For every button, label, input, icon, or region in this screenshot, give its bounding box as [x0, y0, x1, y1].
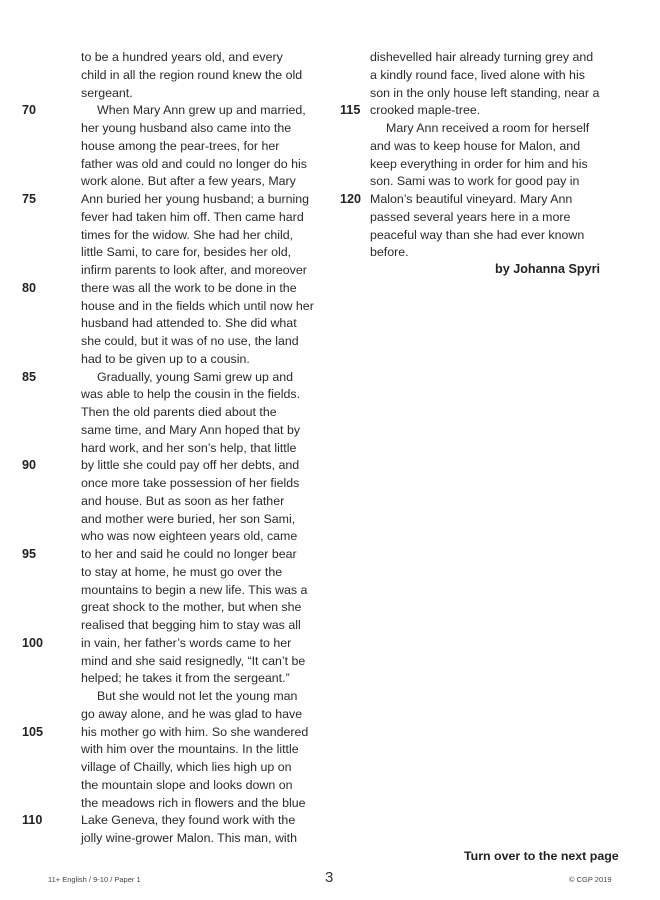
passage-line — [330, 49, 660, 67]
passage-line — [0, 422, 330, 440]
line-text: village of Chailly, which lies high up on — [81, 760, 292, 774]
passage-left-column — [0, 49, 330, 848]
passage-line — [330, 244, 660, 262]
passage-line — [330, 138, 660, 156]
page-number: 3 — [325, 869, 334, 886]
line-text: But she would not let the young man — [97, 689, 298, 703]
passage-line — [0, 670, 330, 688]
line-text: had to be given up to a cousin. — [81, 351, 250, 366]
line-text: mind and she said resignedly, “It can’t be — [81, 653, 306, 668]
passage-line — [0, 209, 330, 227]
line-text: there was all the work to be done in the — [81, 280, 297, 295]
line-number: 105 — [22, 724, 44, 739]
line-text: before. — [370, 245, 409, 260]
line-text: in vain, her father’s words came to her — [81, 635, 292, 650]
passage-line — [330, 120, 660, 138]
line-text: she could, but it was of no use, the land — [81, 334, 299, 348]
passage-line — [0, 830, 330, 848]
line-text: and house. But as soon as her father — [81, 493, 285, 508]
passage-line — [0, 262, 330, 280]
line-text: passed several years here in a more — [370, 209, 571, 224]
line-text: sergeant. — [81, 85, 133, 100]
passage-line — [0, 493, 330, 511]
line-text: Mary Ann received a room for herself — [386, 121, 590, 135]
line-text: a kindly round face, lived alone with his — [370, 67, 585, 82]
passage-line — [330, 173, 660, 191]
footer-paper-label: 11+ English / 9-10 / Paper 1 — [48, 875, 141, 884]
passage-line — [0, 49, 330, 67]
passage-line — [330, 191, 660, 209]
passage-line — [0, 617, 330, 635]
line-number: 110 — [22, 813, 43, 828]
passage-line — [0, 812, 330, 830]
line-text: Malon’s beautiful vineyard. Mary Ann — [370, 192, 573, 206]
passage-line — [0, 138, 330, 156]
passage-line — [0, 475, 330, 493]
turn-over-instruction: Turn over to the next page — [464, 849, 619, 863]
line-text: the meadows rich in flowers and the blue — [81, 795, 306, 810]
line-text: dishevelled hair already turning grey and — [370, 50, 594, 64]
line-number: 115 — [340, 103, 361, 118]
line-text: realised that begging him to stay was all — [81, 618, 301, 632]
line-text: great shock to the mother, but when she — [81, 600, 302, 615]
passage-line — [0, 741, 330, 759]
line-text: and was to keep house for Malon, and — [370, 138, 581, 153]
line-number: 90 — [22, 458, 37, 473]
passage-line — [0, 85, 330, 103]
passage-line — [330, 209, 660, 227]
line-text: infirm parents to look after, and moreover — [81, 263, 307, 277]
passage-line — [0, 120, 330, 138]
line-text: When Mary Ann grew up and married, — [97, 103, 306, 118]
line-text: keep everything in order for him and his — [370, 156, 588, 171]
line-text: same time, and Mary Ann hoped that by — [81, 422, 301, 437]
line-text: times for the widow. She had her child, — [81, 227, 294, 242]
passage-line — [0, 795, 330, 813]
line-text: by little she could pay off her debts, and — [81, 458, 300, 473]
line-text: house and in the fields which until now her — [81, 298, 314, 313]
passage-line — [0, 582, 330, 600]
line-text: house among the pear-trees, for her — [81, 138, 280, 153]
passage-right-column — [330, 49, 660, 262]
author-attribution: by Johanna Spyri — [495, 262, 600, 276]
passage-line — [0, 759, 330, 777]
passage-line — [0, 315, 330, 333]
line-text: the mountain slope and looks down on — [81, 777, 293, 792]
line-text: to her and said he could no longer bear — [81, 547, 297, 561]
line-text: Lake Geneva, they found work with the — [81, 813, 296, 828]
passage-line — [330, 227, 660, 245]
passage-line — [0, 457, 330, 475]
passage-line — [330, 102, 660, 120]
passage-line — [330, 67, 660, 85]
passage-line — [0, 511, 330, 529]
passage-line — [0, 67, 330, 85]
line-text: Ann buried her young husband; a burning — [81, 192, 310, 206]
line-text: son in the only house left standing, near a — [370, 85, 600, 100]
passage-line — [0, 724, 330, 742]
line-text: little Sami, to care for, besides her old, — [81, 245, 292, 260]
passage-line — [0, 564, 330, 582]
line-text: crooked maple-tree. — [370, 103, 481, 118]
passage-line — [0, 635, 330, 653]
line-text: Gradually, young Sami grew up and — [97, 369, 294, 384]
line-number: 95 — [22, 547, 37, 561]
passage-line — [0, 156, 330, 174]
line-number: 120 — [340, 192, 362, 206]
passage-line — [0, 227, 330, 245]
line-text: to stay at home, he must go over the — [81, 564, 283, 579]
passage-line — [330, 156, 660, 174]
line-text: once more take possession of her fields — [81, 476, 300, 490]
line-text: his mother go with him. So she wandered — [81, 724, 309, 739]
line-number: 70 — [22, 103, 37, 118]
line-text: helped; he takes it from the sergeant.” — [81, 671, 290, 686]
line-number: 100 — [22, 635, 44, 650]
line-text: son. Sami was to work for good pay in — [370, 174, 580, 189]
line-text: Then the old parents died about the — [81, 405, 277, 419]
footer-copyright: © CGP 2019 — [569, 875, 612, 884]
passage-line — [0, 369, 330, 387]
passage-line — [0, 280, 330, 298]
line-text: husband had attended to. She did what — [81, 316, 297, 331]
passage-line — [0, 653, 330, 671]
line-text: father was old and could no longer do his — [81, 156, 307, 171]
line-text: go away alone, and he was glad to have — [81, 706, 303, 721]
line-number: 75 — [22, 192, 37, 206]
line-text: and mother were buried, her son Sami, — [81, 511, 296, 526]
line-text: to be a hundred years old, and every — [81, 50, 283, 64]
line-text: jolly wine-grower Malon. This man, with — [81, 831, 297, 845]
passage-line — [0, 298, 330, 316]
passage-line — [0, 386, 330, 404]
line-text: peaceful way than she had ever known — [370, 227, 585, 242]
passage-line — [0, 440, 330, 458]
passage-line — [0, 333, 330, 351]
line-text: work alone. But after a few years, Mary — [81, 174, 296, 189]
line-number: 80 — [22, 280, 37, 295]
line-text: with him over the mountains. In the little — [81, 742, 299, 757]
line-text: was able to help the cousin in the fields. — [81, 387, 301, 402]
passage-line — [0, 777, 330, 795]
passage-line — [0, 688, 330, 706]
passage-line — [0, 404, 330, 422]
passage-line — [0, 244, 330, 262]
line-text: child in all the region round knew the old — [81, 67, 303, 82]
line-text: hard work, and her son’s help, that little — [81, 440, 297, 455]
line-text: who was now eighteen years old, came — [81, 529, 298, 544]
passage-line — [0, 351, 330, 369]
passage-line — [330, 85, 660, 103]
passage-line — [0, 173, 330, 191]
line-number: 85 — [22, 369, 37, 384]
line-text: her young husband also came into the — [81, 121, 292, 135]
passage-line — [0, 546, 330, 564]
line-text: mountains to begin a new life. This was a — [81, 582, 308, 597]
passage-line — [0, 599, 330, 617]
passage-line — [0, 706, 330, 724]
passage-line — [0, 191, 330, 209]
passage-line — [0, 102, 330, 120]
line-text: fever had taken him off. Then came hard — [81, 209, 304, 224]
passage-line — [0, 528, 330, 546]
